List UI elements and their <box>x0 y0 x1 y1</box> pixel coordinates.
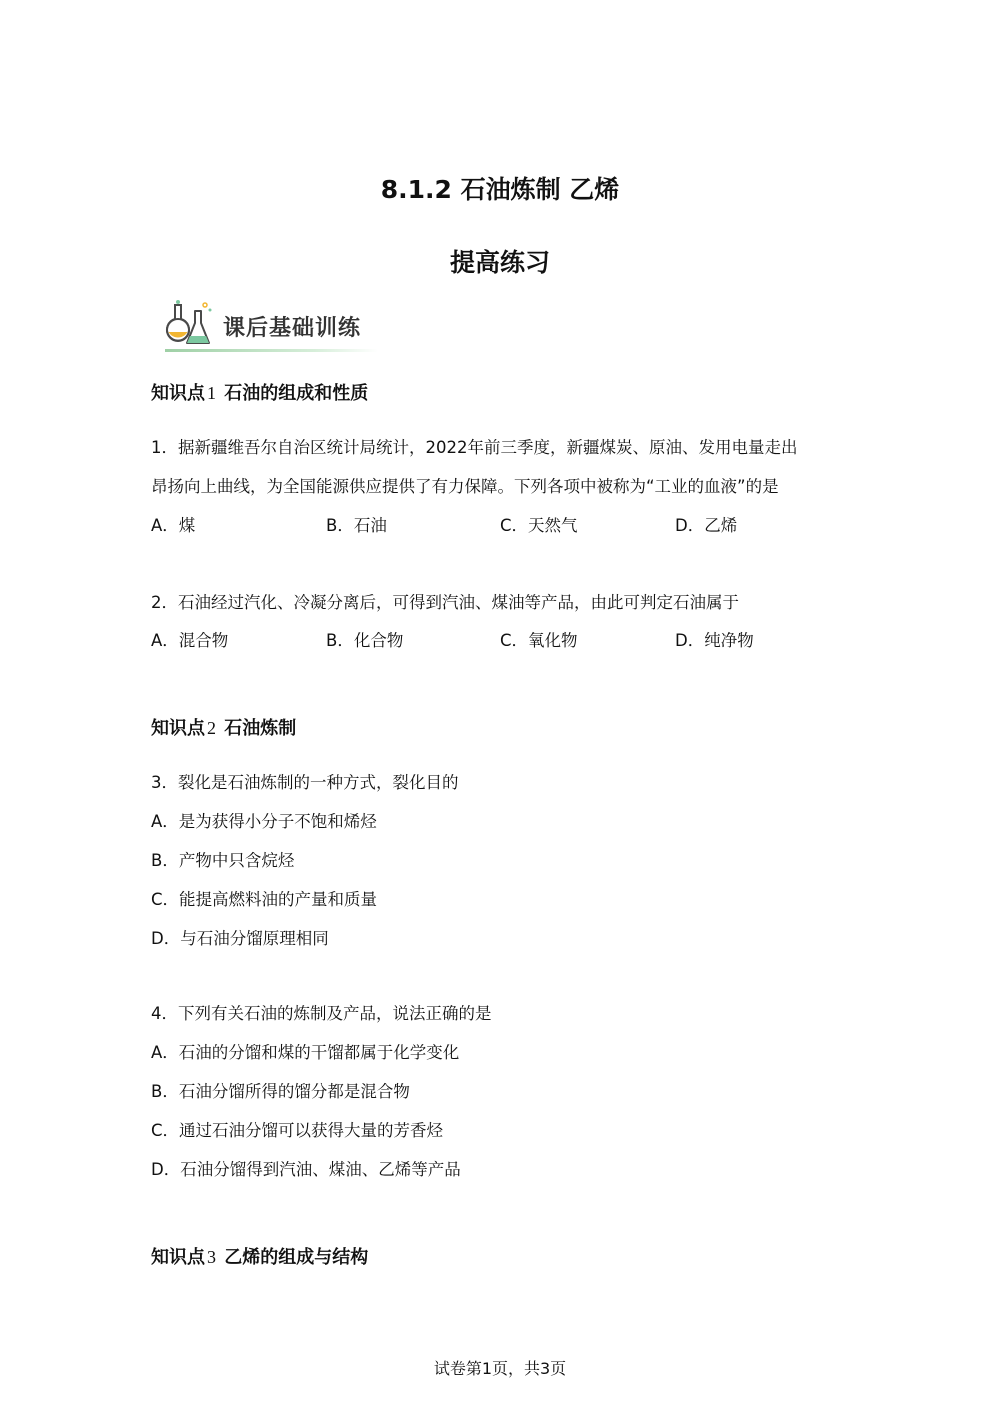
section-label: 知识点 <box>151 383 205 404</box>
question-4-option-b: B．石油分馏所得的馏分都是混合物 <box>151 1082 410 1101</box>
question-4-line-1: 4．下列有关石油的炼制及产品，说法正确的是 <box>151 1004 492 1023</box>
section-label: 知识点 <box>151 718 205 739</box>
page-title: 8.1.2 石油炼制 乙烯 <box>380 175 620 204</box>
question-1-option-b: B．石油 <box>326 516 387 535</box>
banner-label: 课后基础训练 <box>223 316 362 341</box>
question-2-option-c: C．氧化物 <box>500 631 578 650</box>
question-3-line-1: 3．裂化是石油炼制的一种方式，裂化目的 <box>151 773 459 792</box>
question-2-option-b: B．化合物 <box>326 631 404 650</box>
flask-icon <box>165 299 217 349</box>
question-3-option-c: C．能提高燃料油的产量和质量 <box>151 890 378 909</box>
section-label: 知识点 <box>151 1247 205 1268</box>
question-1-line-2: 昂扬向上曲线，为全国能源供应提供了有力保障。下列各项中被称为“工业的血液”的是 <box>151 477 779 496</box>
question-2-line-1: 2．石油经过汽化、冷凝分离后，可得到汽油、煤油等产品，由此可判定石油属于 <box>151 593 739 612</box>
section-heading-3 <box>151 1243 368 1269</box>
section-number: 2 <box>207 718 216 738</box>
section-banner <box>165 297 380 355</box>
section-name: 石油的组成和性质 <box>224 383 369 404</box>
question-3-option-a: A．是为获得小分子不饱和烯烃 <box>151 812 377 831</box>
section-name: 乙烯的组成与结构 <box>224 1247 369 1268</box>
question-4-option-d: D．石油分馏得到汽油、煤油、乙烯等产品 <box>151 1160 461 1179</box>
question-2-option-d: D．纯净物 <box>675 631 754 650</box>
section-heading-1 <box>151 379 368 405</box>
section-name: 石油炼制 <box>224 718 297 739</box>
banner-underline <box>165 349 378 352</box>
question-1-option-c: C．天然气 <box>500 516 578 535</box>
page-subtitle: 提高练习 <box>449 248 550 277</box>
question-3-option-b: B．产物中只含烷烃 <box>151 851 295 870</box>
page-footer: 试卷第1页，共3页 <box>433 1359 567 1378</box>
question-1-option-a: A．煤 <box>151 516 196 535</box>
question-3-option-d: D．与石油分馏原理相同 <box>151 929 329 948</box>
question-4-option-c: C．通过石油分馏可以获得大量的芳香烃 <box>151 1121 444 1140</box>
question-1-option-d: D．乙烯 <box>675 516 738 535</box>
section-heading-2 <box>151 714 296 740</box>
question-2-option-a: A．混合物 <box>151 631 229 650</box>
section-number: 3 <box>207 1247 216 1267</box>
section-number: 1 <box>207 383 216 403</box>
question-1-line-1: 1．据新疆维吾尔自治区统计局统计，2022年前三季度，新疆煤炭、原油、发用电量走出 <box>151 438 798 457</box>
question-4-option-a: A．石油的分馏和煤的干馏都属于化学变化 <box>151 1043 460 1062</box>
